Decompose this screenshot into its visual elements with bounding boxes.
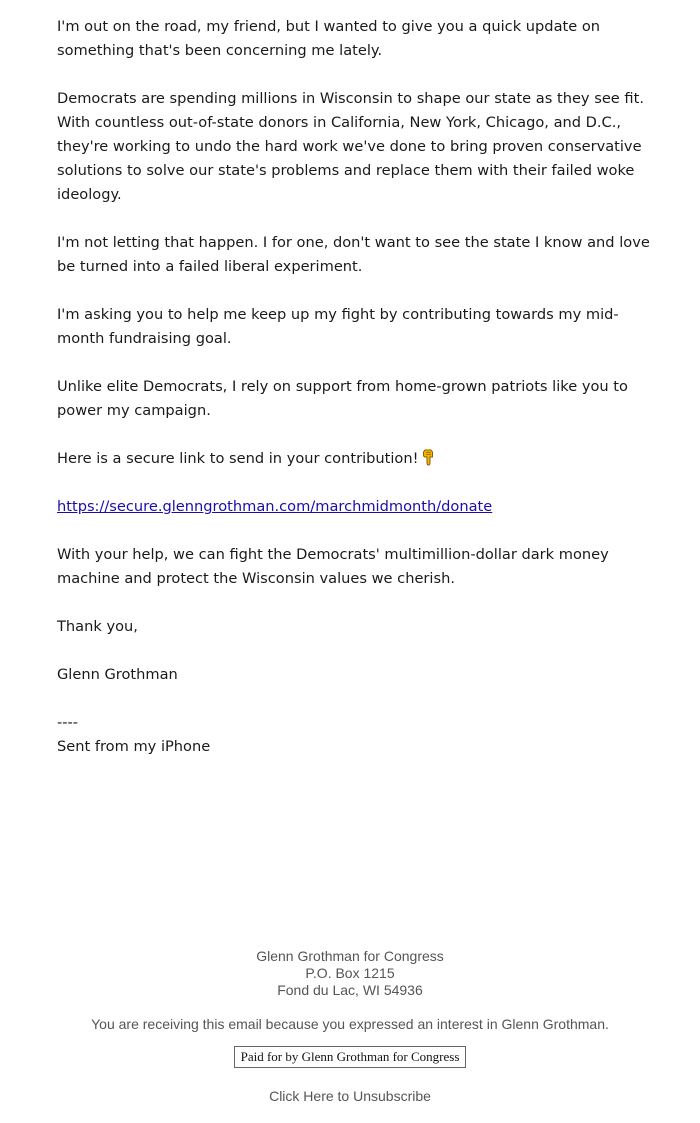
paragraph-democrats: Democrats are spending millions in Wisconsin to shape our state as they see fit. With countless out-of-state donors in California, New York, Chicago, and D.C., they're working to undo the hard work we've done to bring proven conservative solutions to solve our state's problems and replace them with their failed woke ideology. (57, 90, 644, 203)
donate-link[interactable]: https://secure.glenngrothman.com/marchmidmonth/donate (57, 498, 493, 515)
paragraph-intro: I'm out on the road, my friend, but I wanted to give you a quick update on something that's been concerning me lately. (57, 18, 601, 59)
paragraph-not-letting: I'm not letting that happen. I for one, don't want to see the state I know and love be turned into a failed liberal experiment. (57, 234, 650, 275)
signature-separator: ---- (57, 714, 79, 731)
paragraph-support: Unlike elite Democrats, I rely on support from home-grown patriots like you to power my campaign. (57, 378, 628, 419)
footer-city: Fond du Lac, WI 54936 (277, 982, 423, 998)
paragraph-ask: I'm asking you to help me keep up my fight by contributing towards my mid-month fundraising goal. (57, 306, 619, 347)
email-body (57, 15, 657, 759)
donate-link-paragraph (57, 495, 657, 519)
thank-you: Thank you, (57, 618, 138, 635)
secure-link-text: Here is a secure link to send in your contribution! (57, 450, 419, 467)
signature: Glenn Grothman (57, 666, 178, 683)
unsubscribe-link[interactable]: Click Here to Unsubscribe (269, 1088, 431, 1104)
footer-reason: You are receiving this email because you expressed an interest in Glenn Grothman. (91, 1016, 609, 1032)
footer-po-box: P.O. Box 1215 (305, 965, 395, 981)
paid-for-disclaimer: Paid for by Glenn Grothman for Congress (234, 1046, 467, 1068)
sent-from-line: Sent from my iPhone (57, 738, 211, 755)
email-footer (0, 948, 700, 1105)
footer-org: Glenn Grothman for Congress (256, 948, 444, 964)
paragraph-closing: With your help, we can fight the Democrats' multimillion-dollar dark money machine and protect the Wisconsin values we cherish. (57, 546, 609, 587)
paragraph-secure-link (57, 447, 657, 471)
pointing-down-icon (420, 448, 438, 466)
